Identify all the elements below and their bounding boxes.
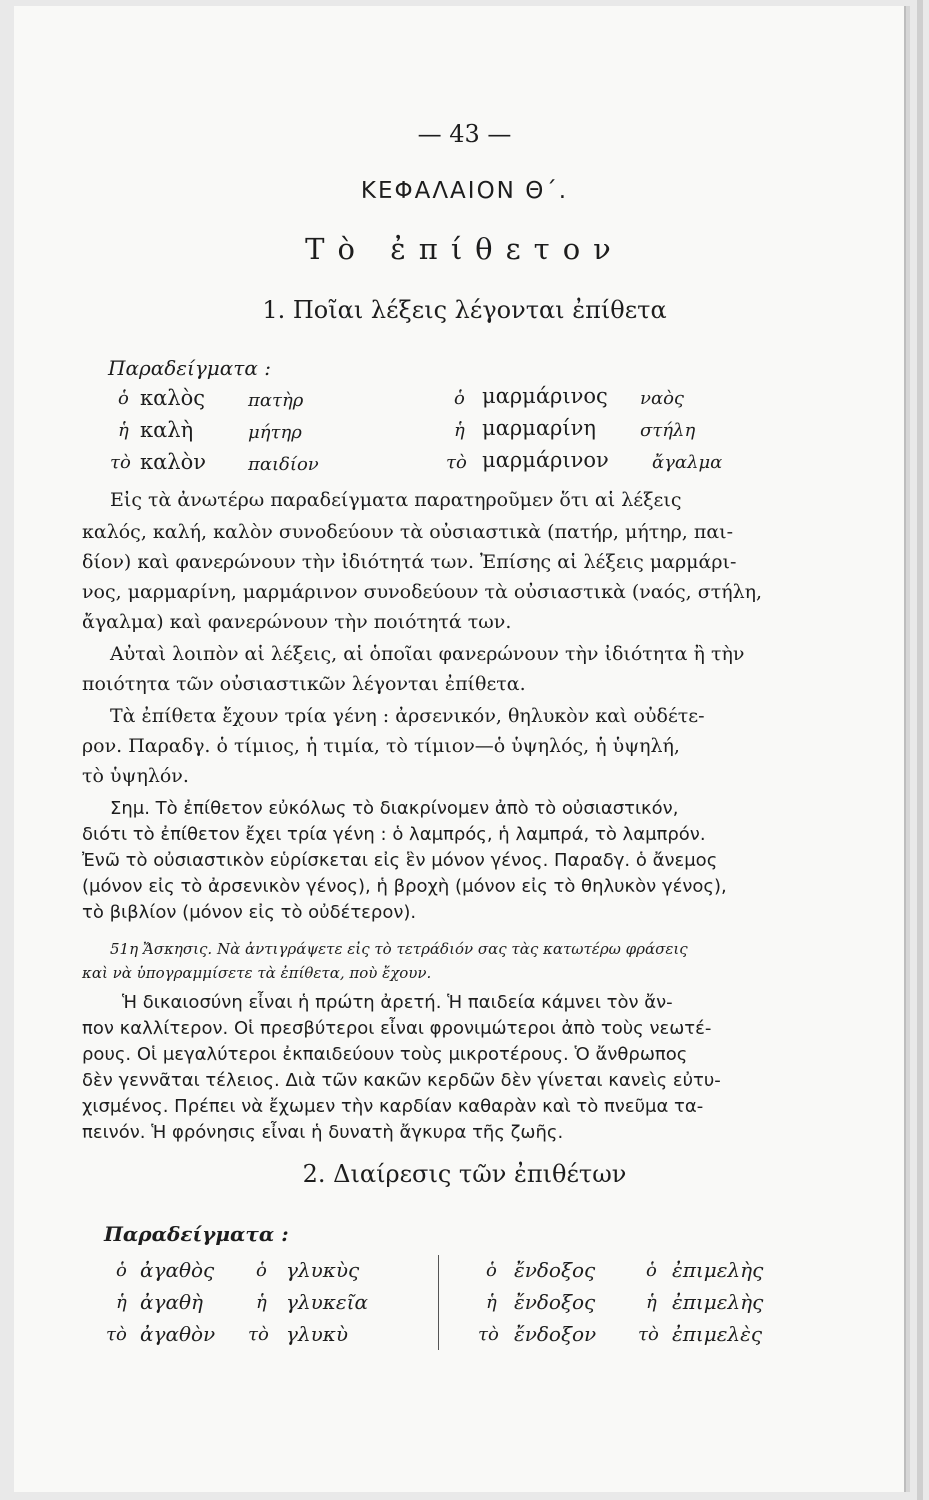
note-line: διότι τὸ ἐπίθετον ἔχει τρία γένη : ὁ λαμπρός, ἡ λαμπρά, τὸ λαμπρόν. — [82, 824, 706, 845]
article: ἡ — [646, 1292, 657, 1313]
adjective: ἐπιμελὴς — [672, 1258, 764, 1282]
adjective: καλὴ — [140, 418, 194, 442]
adjective: μαρμαρίνη — [482, 416, 596, 440]
article: ἡ — [118, 420, 129, 441]
article: ὁ — [646, 1260, 657, 1281]
article: ἡ — [454, 420, 465, 441]
adjective: ἔνδοξον — [514, 1322, 597, 1346]
noun: ναὸς — [640, 388, 685, 409]
examples-label-2: Παραδείγματα : — [104, 1222, 289, 1246]
exercise-instruction: 51η Ἄσκησις. Νὰ ἀντιγράψετε εἰς τὸ τετράδιόν σας τὰς κατωτέρω φράσεις — [110, 940, 688, 958]
adjective: γλυκὺ — [286, 1322, 349, 1346]
adjective: μαρμάρινος — [482, 384, 608, 408]
note-line: Σημ. Τὸ ἐπίθετον εὐκόλως τὸ διακρίνομεν ἀπὸ τὸ οὐσιαστικόν, — [110, 798, 679, 819]
paragraph-line: ρον. Παραδγ. ὁ τίμιος, ἡ τιμία, τὸ τίμιον—ὁ ὑψηλός, ἡ ὑψηλή, — [82, 735, 680, 757]
article: ὁ — [454, 388, 465, 409]
article: ἡ — [486, 1292, 497, 1313]
article: τὸ — [638, 1324, 659, 1345]
article: ἡ — [116, 1292, 127, 1313]
chapter-title: Τὸ ἐπίθετον — [305, 232, 624, 266]
article: ὁ — [118, 388, 129, 409]
noun: πατὴρ — [248, 390, 304, 411]
adjective: ἐπιμελὲς — [672, 1322, 763, 1346]
examples-label: Παραδείγματα : — [108, 356, 271, 380]
paragraph-line: ἄγαλμα) καὶ φανερώνουν τὴν ποιότητά των. — [82, 611, 512, 633]
exercise-line: χισμένος. Πρέπει νὰ ἔχωμεν τὴν καρδίαν καθαρὰν καὶ τὸ πνεῦμα τα- — [82, 1096, 704, 1117]
adjective: ἀγαθὸς — [140, 1258, 215, 1282]
exercise-line: Ἡ δικαιοσύνη εἶναι ἡ πρώτη ἀρετή. Ἡ παιδεία κάμνει τὸν ἄν- — [122, 992, 673, 1013]
adjective: ἐπιμελὴς — [672, 1290, 764, 1314]
section-heading-2: 2. Διαίρεσις τῶν ἐπιθέτων — [302, 1160, 627, 1188]
article: ὁ — [116, 1260, 127, 1281]
paragraph-line: νος, μαρμαρίνη, μαρμάρινον συνοδεύουν τὰ οὐσιαστικὰ (ναός, στήλη, — [82, 581, 763, 603]
exercise-line: πον καλλίτερον. Οἱ πρεσβύτεροι εἶναι φρονιμώτεροι ἀπὸ τοὺς νεωτέ- — [82, 1018, 712, 1039]
section-heading-1: 1. Ποῖαι λέξεις λέγονται ἐπίθετα — [262, 296, 667, 324]
exercise-line: πεινόν. Ἡ φρόνησις εἶναι ἡ δυνατὴ ἄγκυρα τῆς ζωῆς. — [82, 1122, 564, 1143]
article: ὁ — [256, 1260, 267, 1281]
noun: παιδίον — [248, 454, 319, 475]
adjective: ἔνδοξος — [514, 1258, 596, 1282]
exercise-line: δὲν γεννᾶται τέλειος. Διὰ τῶν κακῶν κερδῶν δὲν γίνεται κανεὶς εὐτυ- — [82, 1070, 721, 1091]
article: ἡ — [256, 1292, 267, 1313]
adjective: καλὸν — [140, 450, 207, 474]
noun: ἄγαλμα — [652, 452, 723, 473]
adjective: ἀγαθὴ — [140, 1290, 203, 1314]
article: τὸ — [248, 1324, 269, 1345]
column-divider — [438, 1255, 439, 1350]
note-line: Ἐνῶ τὸ οὐσιαστικὸν εὑρίσκεται εἰς ἓν μόνον γένος. Παραδγ. ὁ ἄνεμος — [82, 850, 718, 871]
adjective: μαρμάρινον — [482, 448, 609, 472]
noun: στήλη — [640, 420, 696, 441]
note-line: τὸ βιβλίον (μόνον εἰς τὸ οὐδέτερον). — [82, 902, 417, 923]
article: τὸ — [110, 452, 131, 473]
adjective: γλυκεῖα — [286, 1290, 368, 1314]
paragraph-line: ποιότητα τῶν οὐσιαστικῶν λέγονται ἐπίθετα. — [82, 673, 526, 695]
noun: μήτηρ — [248, 422, 302, 443]
adjective: γλυκὺς — [286, 1258, 360, 1282]
article: τὸ — [446, 452, 467, 473]
paragraph-line: Εἰς τὰ ἀνωτέρω παραδείγματα παρατηροῦμεν ὅτι αἱ λέξεις — [110, 489, 682, 511]
paragraph-line: δίον) καὶ φανερώνουν τὴν ἰδιότητά των. Ἐπίσης αἱ λέξεις μαρμάρι- — [82, 551, 737, 573]
article: τὸ — [106, 1324, 127, 1345]
page-number: — 43 — — [417, 120, 512, 148]
paragraph-line: τὸ ὑψηλόν. — [82, 765, 189, 787]
article: ὁ — [486, 1260, 497, 1281]
adjective: ἀγαθὸν — [140, 1322, 216, 1346]
article: τὸ — [478, 1324, 499, 1345]
chapter-heading: ΚΕΦΑΛΑΙΟΝ Θ΄. — [360, 178, 569, 204]
exercise-instruction: καὶ νὰ ὑπογραμμίσετε τὰ ἐπίθετα, ποὺ ἔχουν. — [82, 964, 432, 982]
exercise-line: ρους. Οἱ μεγαλύτεροι ἐκπαιδεύουν τοὺς μικροτέρους. Ὁ ἄνθρωπος — [82, 1044, 688, 1065]
page-edge — [917, 0, 923, 1500]
adjective: καλὸς — [140, 386, 206, 410]
paragraph-line: Τὰ ἐπίθετα ἔχουν τρία γένη : ἀρσενικόν, θηλυκὸν καὶ οὐδέτε- — [110, 705, 705, 727]
adjective: ἔνδοξος — [514, 1290, 596, 1314]
note-line: (μόνον εἰς τὸ ἀρσενικὸν γένος), ἡ βροχὴ (μόνον εἰς τὸ θηλυκὸν γένος), — [82, 876, 727, 897]
paragraph-line: καλός, καλή, καλὸν συνοδεύουν τὰ οὐσιαστικὰ (πατήρ, μήτηρ, παι- — [82, 521, 734, 543]
paragraph-line: Αὐταὶ λοιπὸν αἱ λέξεις, αἱ ὁποῖαι φανερώνουν τὴν ἰδιότητα ἢ τὴν — [110, 643, 745, 665]
